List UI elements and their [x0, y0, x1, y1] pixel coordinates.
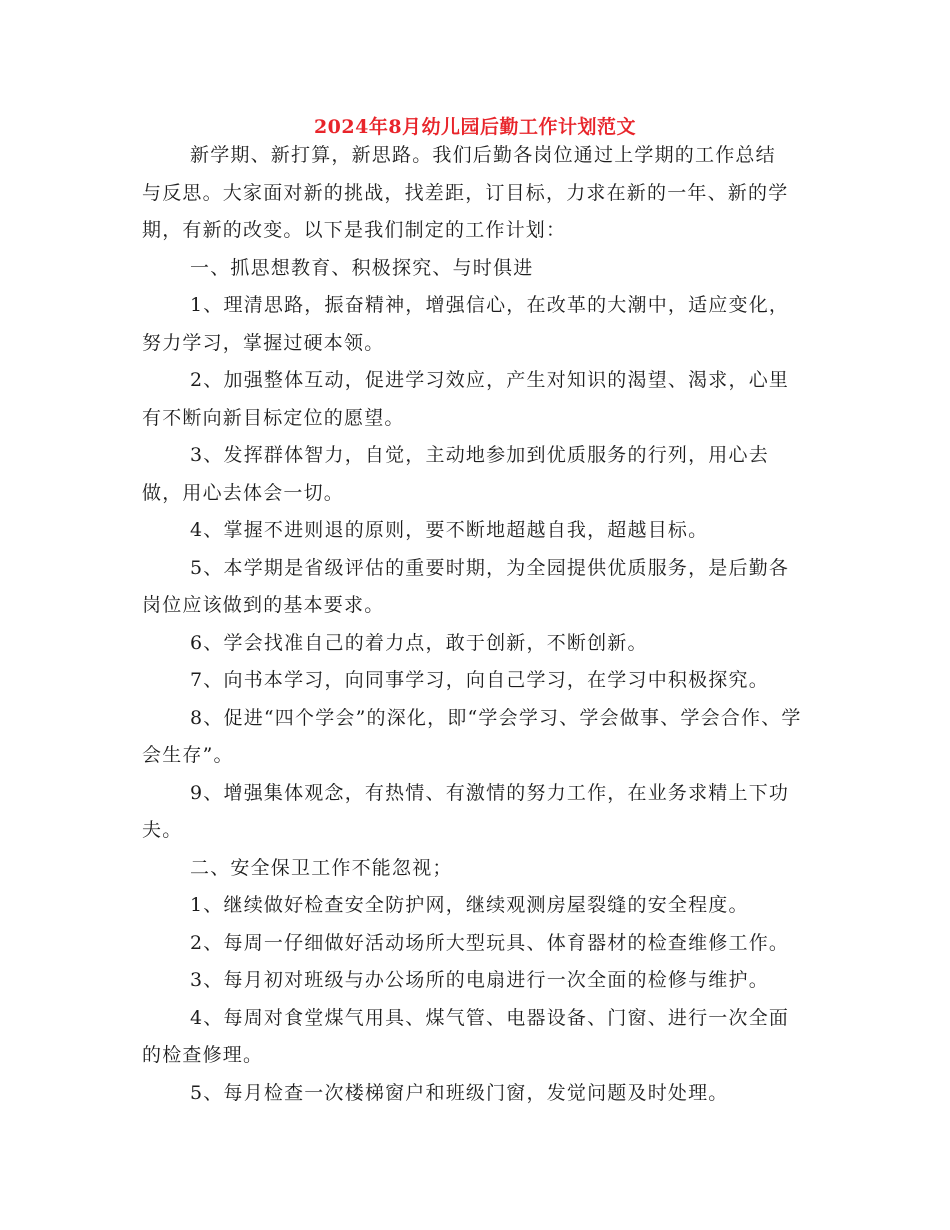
section-2-item-2: 2、每周一仔细做好活动场所大型玩具、体育器材的检查维修工作。 — [190, 931, 790, 954]
section-1-item-2: 2、加强整体互动，促进学习效应，产生对知识的渴望、渴求，心里有不断向新目标定位的愿望。 — [142, 369, 790, 429]
document-title: 2024年8月幼儿园后勤工作计划范文 — [313, 116, 637, 138]
section-1-item-8: 8、促进“四个学会”的深化，即“学会学习、学会做事、学会合作、学会生存”。 — [142, 706, 802, 766]
section-1-item-5: 5、本学期是省级评估的重要时期，为全园提供优质服务，是后勤各岗位应该做到的基本要求。 — [142, 556, 790, 616]
section-2-item-5: 5、每月检查一次楼梯窗户和班级门窗，发觉问题及时处理。 — [190, 1081, 729, 1104]
section-2-item-4: 4、每周对食堂煤气用具、煤气管、电器设备、门窗、进行一次全面的检查修理。 — [142, 1006, 790, 1066]
document-body — [142, 137, 808, 1112]
section-heading-2: 二、安全保卫工作不能忽视； — [190, 856, 453, 879]
intro-paragraph: 新学期、新打算，新思路。我们后勤各岗位通过上学期的工作总结与反思。大家面对新的挑战，找差距，订目标，力求在新的一年、新的学期，有新的改变。以下是我们制定的工作计划： — [142, 144, 789, 241]
section-1-item-6: 6、学会找准自己的着力点，敢于创新，不断创新。 — [190, 631, 648, 654]
section-1-item-1: 1、理清思路，振奋精神，增强信心，在改革的大潮中，适应变化，努力学习，掌握过硬本领。 — [142, 294, 790, 354]
section-1-item-4: 4、掌握不进则退的原则，要不断地超越自我，超越目标。 — [190, 519, 709, 541]
section-1-item-3: 3、发挥群体智力，自觉，主动地参加到优质服务的行列，用心去做，用心去体会一切。 — [142, 444, 769, 504]
section-1-item-9: 9、增强集体观念，有热情、有激情的努力工作，在业务求精上下功夫。 — [142, 781, 790, 841]
section-1-item-7: 7、向书本学习，向同事学习，向自己学习，在学习中积极探究。 — [190, 669, 769, 691]
section-2-item-3: 3、每月初对班级与办公场所的电扇进行一次全面的检修与维护。 — [190, 969, 769, 991]
section-heading-1: 一、抓思想教育、积极探究、与时俱进 — [190, 256, 534, 279]
section-2-item-1: 1、继续做好检查安全防护网，继续观测房屋裂缝的安全程度。 — [190, 894, 749, 916]
